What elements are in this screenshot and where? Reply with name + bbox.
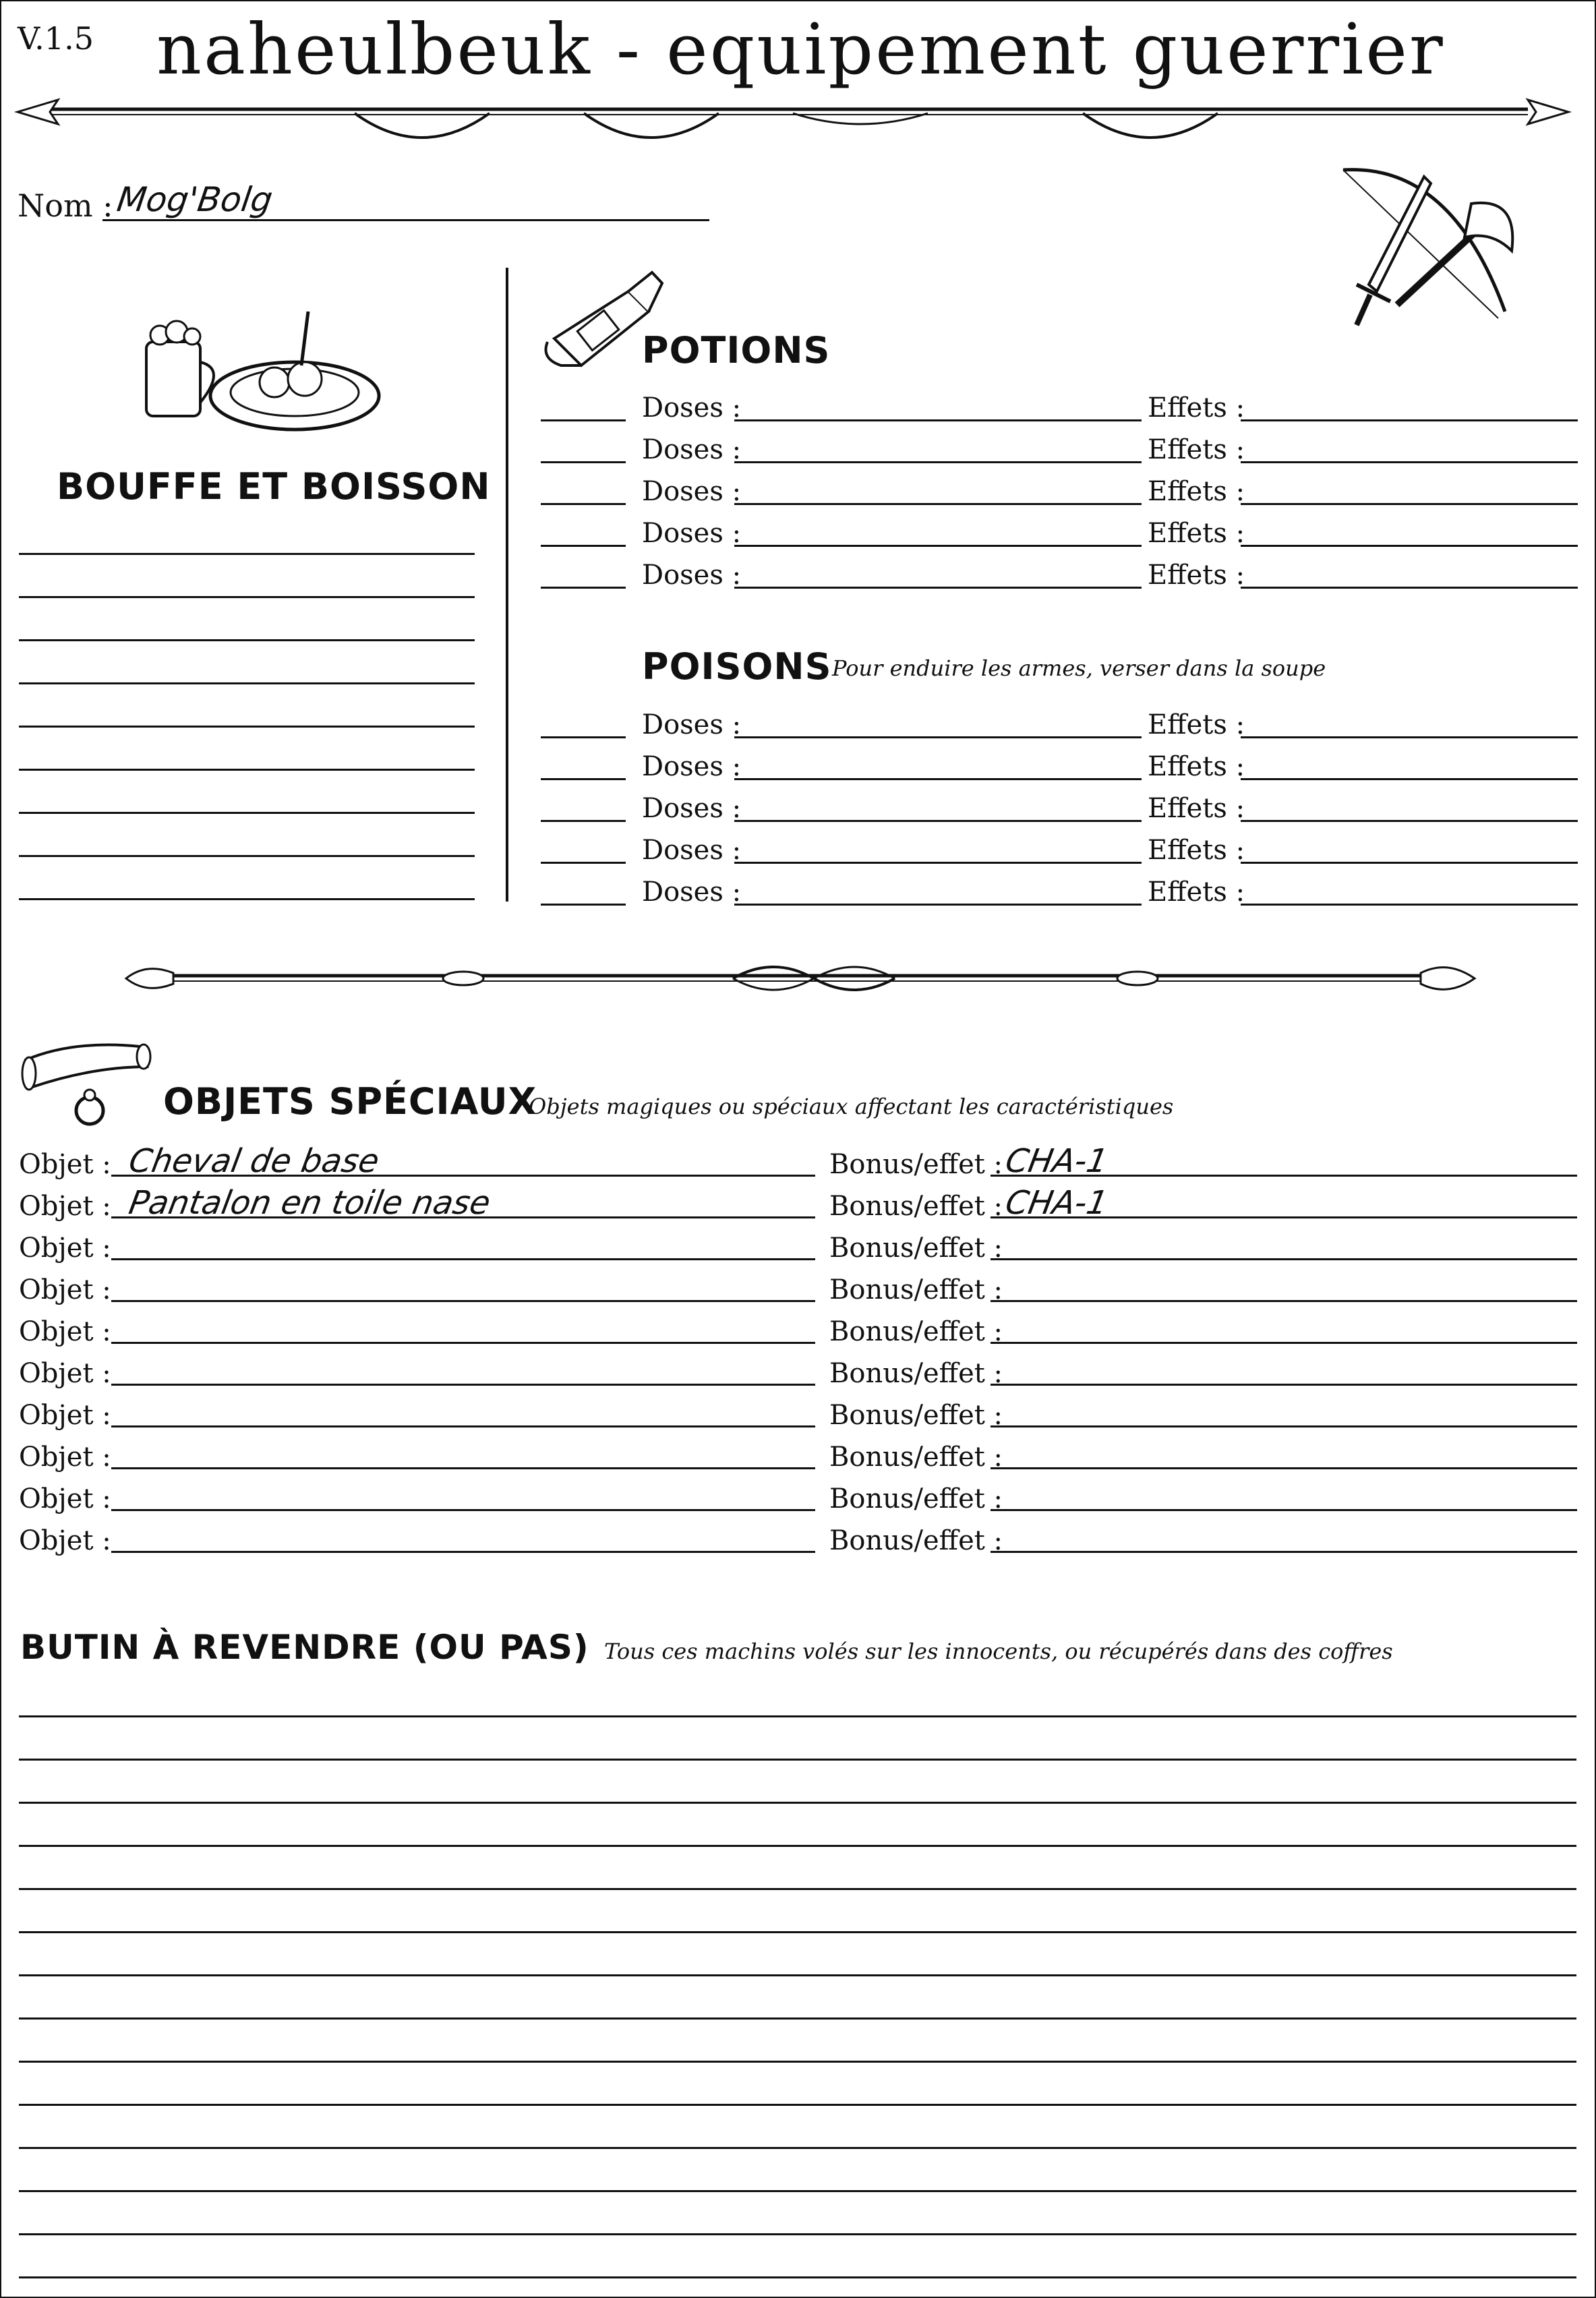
page-title: naheulbeuk - equipement guerrier [156, 8, 1445, 90]
poison-effets-field[interactable] [1241, 820, 1578, 822]
poison-effets-field[interactable] [1241, 862, 1578, 864]
staff-divider-icon [126, 955, 1475, 1003]
potion-quantity-line[interactable] [541, 503, 626, 505]
bonus-field[interactable] [991, 1342, 1577, 1344]
butin-line[interactable] [19, 2147, 1576, 2149]
bonus-label: Bonus/effet : [829, 1442, 1003, 1473]
food-line[interactable] [19, 596, 475, 598]
butin-line[interactable] [19, 2017, 1576, 2020]
food-heading: BOUFFE ET BOISSON [57, 465, 491, 508]
bonus-value[interactable]: CHA-1 [1003, 1184, 1111, 1222]
objet-label: Objet : [19, 1149, 111, 1180]
butin-line[interactable] [19, 1931, 1576, 1933]
bonus-label: Bonus/effet : [829, 1525, 1003, 1556]
nom-field[interactable]: Mog'Bolg [114, 180, 275, 219]
bonus-label: Bonus/effet : [829, 1233, 1003, 1264]
objet-field[interactable] [111, 1467, 815, 1469]
potion-doses-label: Doses : [642, 518, 742, 549]
objet-label: Objet : [19, 1525, 111, 1556]
poisons-heading: POISONS [642, 645, 832, 688]
scroll-ring-icon [19, 1033, 160, 1134]
potion-quantity-line[interactable] [541, 587, 626, 589]
poison-doses-label: Doses : [642, 877, 742, 908]
potion-doses-label: Doses : [642, 476, 742, 507]
potion-doses-field[interactable] [734, 461, 1142, 463]
food-line[interactable] [19, 898, 475, 900]
sword-icon [1330, 156, 1532, 338]
potion-doses-field[interactable] [734, 419, 1142, 421]
butin-line[interactable] [19, 2233, 1576, 2235]
potion-effets-label: Effets : [1148, 518, 1245, 549]
poison-effets-field[interactable] [1241, 736, 1578, 738]
objet-label: Objet : [19, 1483, 111, 1514]
potions-heading: POTIONS [642, 329, 831, 372]
poison-effets-label: Effets : [1148, 877, 1245, 908]
objet-label: Objet : [19, 1400, 111, 1431]
poison-quantity-line[interactable] [541, 820, 626, 822]
poison-quantity-line[interactable] [541, 904, 626, 906]
poison-quantity-line[interactable] [541, 736, 626, 738]
butin-line[interactable] [19, 1802, 1576, 1804]
butin-line[interactable] [19, 2061, 1576, 2063]
objet-value[interactable]: Cheval de base [126, 1142, 382, 1180]
potion-effets-field[interactable] [1241, 419, 1578, 421]
potion-effets-field[interactable] [1241, 545, 1578, 547]
potion-effets-label: Effets : [1148, 434, 1245, 465]
potion-effets-field[interactable] [1241, 503, 1578, 505]
potion-effets-field[interactable] [1241, 587, 1578, 589]
bonus-label: Bonus/effet : [829, 1274, 1003, 1305]
potion-effets-field[interactable] [1241, 461, 1578, 463]
poison-effets-field[interactable] [1241, 904, 1578, 906]
potion-quantity-line[interactable] [541, 461, 626, 463]
poison-quantity-line[interactable] [541, 778, 626, 780]
butin-line[interactable] [19, 1974, 1576, 1976]
food-line[interactable] [19, 682, 475, 684]
bonus-field[interactable] [991, 1300, 1577, 1302]
bonus-label: Bonus/effet : [829, 1149, 1003, 1180]
bonus-value[interactable]: CHA-1 [1003, 1142, 1111, 1180]
butin-line[interactable] [19, 1759, 1576, 1761]
poison-doses-field[interactable] [734, 904, 1142, 906]
bonus-label: Bonus/effet : [829, 1358, 1003, 1389]
bonus-label: Bonus/effet : [829, 1191, 1003, 1222]
potion-quantity-line[interactable] [541, 545, 626, 547]
butin-subtitle: Tous ces machins volés sur les innocents, ou récupérés dans des coffres [604, 1639, 1393, 1664]
objet-value[interactable]: Pantalon en toile nase [126, 1184, 494, 1222]
potion-effets-label: Effets : [1148, 392, 1245, 423]
food-line[interactable] [19, 553, 475, 555]
objet-label: Objet : [19, 1358, 111, 1389]
poison-doses-label: Doses : [642, 793, 742, 824]
poison-doses-label: Doses : [642, 835, 742, 866]
potion-quantity-line[interactable] [541, 419, 626, 421]
poison-doses-field[interactable] [734, 862, 1142, 864]
potion-doses-field[interactable] [734, 503, 1142, 505]
objet-field[interactable] [111, 1258, 815, 1260]
column-divider [506, 268, 508, 902]
food-line[interactable] [19, 769, 475, 771]
objet-field[interactable] [111, 1509, 815, 1511]
objet-label: Objet : [19, 1442, 111, 1473]
objet-field[interactable] [111, 1384, 815, 1386]
poison-doses-label: Doses : [642, 709, 742, 740]
objets-subtitle: Objets magiques ou spéciaux affectant les caractéristiques [529, 1094, 1174, 1119]
butin-line[interactable] [19, 2276, 1576, 2278]
food-line[interactable] [19, 639, 475, 641]
poison-doses-field[interactable] [734, 778, 1142, 780]
version-label: V.1.5 [18, 20, 94, 57]
butin-line[interactable] [19, 1888, 1576, 1890]
potion-effets-label: Effets : [1148, 560, 1245, 591]
poison-effets-label: Effets : [1148, 709, 1245, 740]
objet-label: Objet : [19, 1316, 111, 1347]
objet-label: Objet : [19, 1191, 111, 1222]
poison-quantity-line[interactable] [541, 862, 626, 864]
nom-label: Nom : [18, 187, 113, 224]
poison-doses-label: Doses : [642, 751, 742, 782]
poison-effets-label: Effets : [1148, 793, 1245, 824]
butin-heading: BUTIN À REVENDRE (OU PAS) [20, 1628, 589, 1667]
bonus-field[interactable] [991, 1509, 1577, 1511]
poison-effets-label: Effets : [1148, 751, 1245, 782]
objet-label: Objet : [19, 1274, 111, 1305]
food-line[interactable] [19, 726, 475, 728]
butin-line[interactable] [19, 1715, 1576, 1717]
potion-doses-field[interactable] [734, 545, 1142, 547]
bonus-field[interactable] [991, 1467, 1577, 1469]
bonus-field[interactable] [991, 1258, 1577, 1260]
objet-field[interactable] [111, 1551, 815, 1553]
butin-line[interactable] [19, 1845, 1576, 1847]
bonus-label: Bonus/effet : [829, 1400, 1003, 1431]
poison-effets-field[interactable] [1241, 778, 1578, 780]
food-line[interactable] [19, 812, 475, 814]
bonus-label: Bonus/effet : [829, 1483, 1003, 1514]
objet-label: Objet : [19, 1233, 111, 1264]
potion-effets-label: Effets : [1148, 476, 1245, 507]
poison-effets-label: Effets : [1148, 835, 1245, 866]
food-icon [140, 301, 382, 436]
potion-doses-label: Doses : [642, 434, 742, 465]
bonus-field[interactable] [991, 1384, 1577, 1386]
potion-doses-label: Doses : [642, 560, 742, 591]
bonus-field[interactable] [991, 1551, 1577, 1553]
poison-doses-field[interactable] [734, 820, 1142, 822]
poisons-subtitle: Pour enduire les armes, verser dans la soupe [832, 655, 1326, 681]
bonus-label: Bonus/effet : [829, 1316, 1003, 1347]
objet-field[interactable] [111, 1342, 815, 1344]
butin-line[interactable] [19, 2104, 1576, 2106]
butin-line[interactable] [19, 2190, 1576, 2192]
food-line[interactable] [19, 855, 475, 857]
nom-underline [102, 219, 709, 221]
spear-divider-icon [18, 88, 1568, 155]
objet-field[interactable] [111, 1300, 815, 1302]
bonus-field[interactable] [991, 1425, 1577, 1427]
objet-field[interactable] [111, 1425, 815, 1427]
poison-doses-field[interactable] [734, 736, 1142, 738]
potion-doses-field[interactable] [734, 587, 1142, 589]
objets-heading: OBJETS SPÉCIAUX [163, 1080, 537, 1123]
potion-doses-label: Doses : [642, 392, 742, 423]
